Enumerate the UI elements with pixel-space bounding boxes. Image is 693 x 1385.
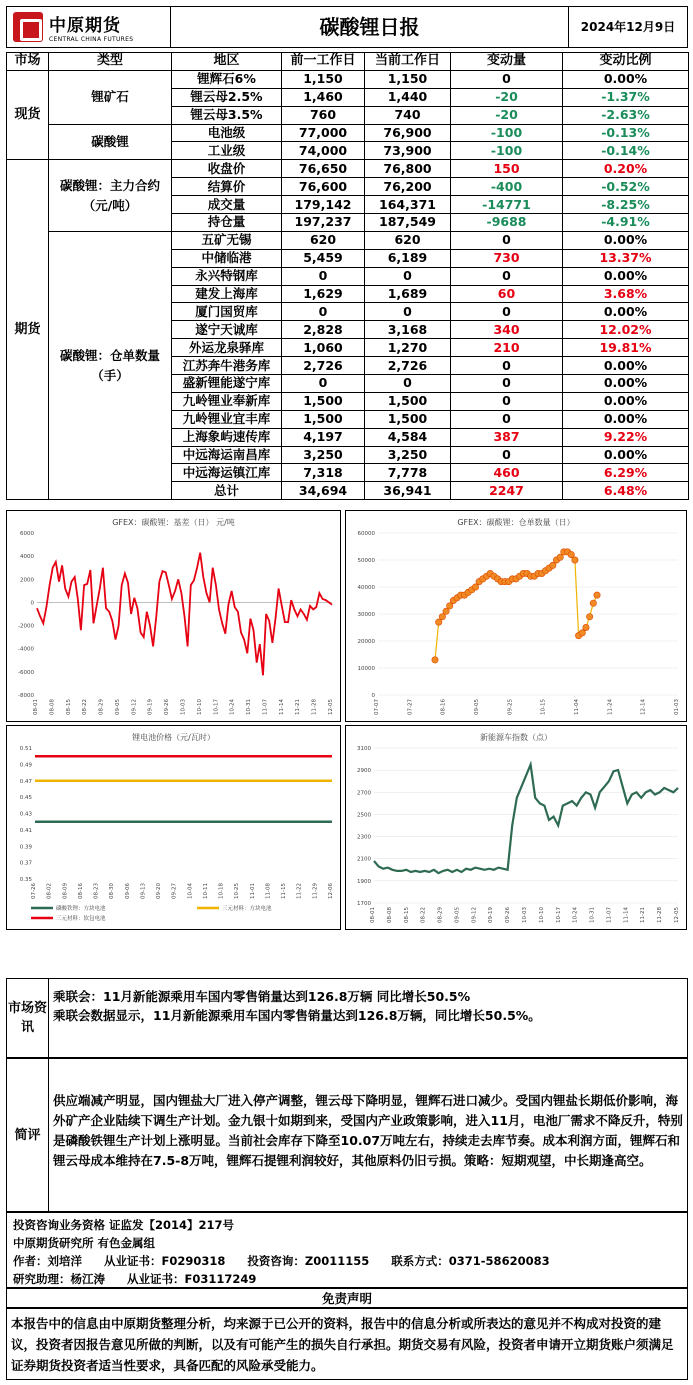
change-cell: 0 [451, 375, 563, 393]
x-tick-label: 10-10 [196, 699, 203, 715]
region-cell: 收盘价 [172, 160, 282, 178]
y-tick-label: 0.35 [19, 877, 32, 883]
change-pct-cell: 13.37% [563, 249, 689, 267]
curr-value-cell: 3,250 [365, 446, 451, 464]
x-tick-label: 08-15 [65, 699, 72, 715]
change-pct-cell: 0.00% [563, 231, 689, 249]
x-tick-label: 01-03 [674, 699, 680, 715]
region-cell: 盛新锂能遂宁库 [172, 375, 282, 393]
prev-value-cell: 76,650 [282, 160, 365, 178]
x-tick-label: 12-14 [640, 699, 647, 715]
chart-title: GFEX：碳酸锂：基差（日） 元/吨 [112, 518, 235, 527]
y-tick-label: -6000 [18, 669, 34, 676]
curr-value-cell: 7,778 [365, 464, 451, 482]
chart-title: 锂电池价格（元/瓦时） [132, 733, 215, 742]
legend-label: 三元材料：方块电池 [222, 906, 272, 912]
x-tick-label: 08-01 [33, 699, 39, 715]
price-table [6, 52, 689, 500]
logo-cn: 中原期货 [49, 16, 121, 36]
x-tick-label: 10-31 [246, 699, 253, 715]
data-point [432, 657, 438, 663]
x-tick-label: 08-16 [440, 699, 447, 715]
x-tick-label: 11-15 [281, 883, 288, 899]
y-tick-label: 1900 [357, 878, 371, 885]
battery-price-chart [6, 725, 341, 930]
change-pct-cell: 0.00% [563, 410, 689, 428]
author-cert: 从业证书：F0290318 [104, 1254, 226, 1268]
x-tick-label: 09-19 [488, 907, 495, 923]
change-cell: 210 [451, 339, 563, 357]
x-tick-label: 09-20 [156, 883, 163, 899]
region-cell: 五矿无锡 [172, 231, 282, 249]
region-cell: 总计 [172, 482, 282, 500]
x-tick-label: 08-15 [403, 907, 410, 923]
curr-value-cell: 6,189 [365, 249, 451, 267]
x-tick-label: 10-11 [202, 883, 209, 899]
x-tick-label: 10-03 [180, 699, 187, 715]
logo-en: CENTRAL CHINA FUTURES [49, 36, 134, 43]
x-tick-label: 12-06 [328, 883, 334, 899]
prev-value-cell: 77,000 [282, 124, 365, 142]
x-tick-label: 09-26 [164, 699, 171, 715]
curr-value-cell: 76,800 [365, 160, 451, 178]
col-header: 类型 [49, 53, 172, 71]
x-tick-label: 08-22 [82, 699, 89, 715]
change-cell: 730 [451, 249, 563, 267]
x-tick-label: 10-25 [234, 883, 241, 899]
warehouse-chart [345, 510, 687, 722]
col-header: 当前工作日 [365, 53, 451, 71]
y-tick-label: 0.37 [19, 860, 32, 867]
table-row [7, 124, 689, 142]
change-cell: 387 [451, 428, 563, 446]
type-ore: 锂矿石 [49, 70, 172, 124]
x-tick-label: 11-04 [574, 699, 580, 715]
region-cell: 江苏奔牛港务库 [172, 357, 282, 375]
data-point [583, 624, 589, 630]
curr-value-cell: 1,500 [365, 392, 451, 410]
x-tick-label: 10-17 [213, 699, 220, 715]
region-cell: 锂云母2.5% [172, 88, 282, 106]
market-info-line: 乘联会：11月新能源乘用车国内零售销量达到126.8万辆 同比增长50.5% [53, 989, 471, 1004]
chart-title: 新能源车指数（点） [480, 733, 552, 742]
prev-value-cell: 7,318 [282, 464, 365, 482]
region-cell: 中远海运南昌库 [172, 446, 282, 464]
author: 作者：刘培洋 [13, 1254, 82, 1268]
y-tick-label: 2500 [357, 812, 371, 819]
change-pct-cell: 12.02% [563, 321, 689, 339]
y-tick-label: 0.41 [19, 827, 32, 834]
prev-value-cell: 0 [282, 375, 365, 393]
change-pct-cell: -1.37% [563, 88, 689, 106]
x-tick-label: 08-08 [49, 699, 56, 715]
change-cell: 460 [451, 464, 563, 482]
author-footer [6, 1212, 688, 1288]
prev-value-cell: 1,150 [282, 70, 365, 88]
curr-value-cell: 76,900 [365, 124, 451, 142]
change-pct-cell: 0.00% [563, 392, 689, 410]
y-tick-label: 2100 [357, 856, 371, 863]
x-tick-label: 09-05 [474, 699, 480, 715]
x-tick-label: 08-02 [46, 883, 53, 899]
change-cell: 150 [451, 160, 563, 178]
table-header-row [7, 53, 689, 71]
change-cell: 2247 [451, 482, 563, 500]
y-tick-label: 2900 [357, 768, 371, 775]
change-cell: 0 [451, 357, 563, 375]
x-tick-label: 09-05 [114, 699, 121, 715]
x-tick-label: 08-09 [62, 883, 69, 899]
y-tick-label: -8000 [18, 693, 34, 699]
x-tick-label: 10-18 [218, 883, 225, 899]
x-tick-label: 11-07 [606, 907, 613, 923]
report-date: 2024年12月9日 [580, 20, 676, 34]
region-cell: 遂宁天诚库 [172, 321, 282, 339]
curr-value-cell: 0 [365, 267, 451, 285]
y-tick-label: 10000 [357, 666, 375, 672]
table-row [7, 160, 689, 178]
curr-value-cell: 1,150 [365, 70, 451, 88]
x-tick-label: 10-04 [187, 883, 194, 899]
y-tick-label: 2700 [357, 790, 371, 797]
x-tick-label: 12-05 [328, 699, 334, 715]
change-pct-cell: 0.00% [563, 446, 689, 464]
x-tick-label: 09-25 [507, 699, 514, 715]
prev-value-cell: 1,500 [282, 410, 365, 428]
region-cell: 中远海运镇江库 [172, 464, 282, 482]
y-tick-label: 0 [371, 693, 375, 699]
region-cell: 持仓量 [172, 214, 282, 232]
warehouse-series-line [435, 552, 597, 660]
region-cell: 九岭锂业宜丰库 [172, 410, 282, 428]
x-tick-label: 08-08 [386, 907, 393, 923]
prev-value-cell: 5,459 [282, 249, 365, 267]
disclaimer-text: 本报告中的信息由中原期货整理分析，均来源于已公开的资料，报告中的信息分析或所表达的意见并不构成对投资的建议，投资者因报告意见所做的判断，以及有可能产生的损失自行承担。期货交易有风险，投资者申请开立期货账户须满足证券期货投资者适当性要求，具备匹配的风险承受能力。 [6, 1308, 688, 1380]
x-tick-label: 09-06 [124, 883, 131, 899]
change-pct-cell: 3.68% [563, 285, 689, 303]
curr-value-cell: 1,440 [365, 88, 451, 106]
license-line: 投资咨询业务资格 证监发【2014】217号 [13, 1218, 235, 1232]
x-tick-label: 11-07 [262, 699, 269, 715]
prev-value-cell: 74,000 [282, 142, 365, 160]
x-tick-label: 08-29 [98, 699, 105, 715]
data-point [594, 592, 600, 598]
table-row [7, 231, 689, 249]
x-tick-label: 10-10 [538, 907, 545, 923]
assistant-cert: 从业证书：F03117249 [127, 1272, 257, 1286]
y-tick-label: 20000 [357, 639, 375, 645]
market-info-line: 乘联会数据显示，11月新能源乘用车国内零售销量达到126.8万辆，同比增长50.5%。 [53, 1008, 541, 1023]
x-tick-label: 10-15 [540, 699, 547, 715]
change-pct-cell: -0.52% [563, 178, 689, 196]
y-tick-label: 50000 [357, 558, 375, 564]
change-pct-cell: 0.00% [563, 303, 689, 321]
prev-value-cell: 2,726 [282, 357, 365, 375]
comment-section [6, 1058, 688, 1212]
x-tick-label: 11-22 [296, 883, 303, 899]
prev-value-cell: 2,828 [282, 321, 365, 339]
curr-value-cell: 36,941 [365, 482, 451, 500]
prev-value-cell: 1,060 [282, 339, 365, 357]
y-tick-label: 2300 [357, 834, 371, 841]
change-cell: 0 [451, 392, 563, 410]
x-tick-label: 11-01 [249, 883, 256, 899]
change-pct-cell: 0.00% [563, 267, 689, 285]
region-cell: 上海象屿速传库 [172, 428, 282, 446]
x-tick-label: 09-13 [140, 883, 147, 899]
change-pct-cell: 0.00% [563, 375, 689, 393]
y-tick-label: -2000 [18, 623, 34, 630]
x-tick-label: 10-24 [229, 699, 236, 715]
y-tick-label: 6000 [20, 531, 34, 537]
change-pct-cell: 6.29% [563, 464, 689, 482]
prev-value-cell: 760 [282, 106, 365, 124]
prev-value-cell: 197,237 [282, 214, 365, 232]
x-tick-label: 11-21 [295, 699, 302, 715]
change-cell: -9688 [451, 214, 563, 232]
y-tick-label: 0.51 [19, 746, 32, 752]
region-cell: 厦门国贸库 [172, 303, 282, 321]
y-tick-label: 1700 [357, 901, 371, 907]
y-tick-label: 60000 [357, 531, 375, 537]
y-tick-label: 4000 [20, 554, 34, 561]
y-tick-label: 40000 [357, 585, 375, 591]
x-tick-label: 10-31 [589, 907, 596, 923]
region-cell: 中储临港 [172, 249, 282, 267]
logo [7, 7, 171, 47]
x-tick-label: 10-17 [555, 907, 562, 923]
curr-value-cell: 3,168 [365, 321, 451, 339]
col-header: 变动比例 [563, 53, 689, 71]
change-cell: -20 [451, 106, 563, 124]
curr-value-cell: 0 [365, 303, 451, 321]
x-tick-label: 11-28 [657, 907, 664, 923]
comment-text: 供应端减产明显，国内锂盐大厂进入停产调整，锂云母下降明显，锂辉石进口减少。受国内锂盐长期低价影响，海外矿产企业陆续下调生产计划。金九银十如期到来，受国内产业政策影响，进入11月，电池厂需求不降反升，特别是磷酸铁锂生产计划上涨明显。当前社会库存下降至10.07万吨左右，持续走去库节奏。成本利润方面，锂辉石和锂云母成本维持在7.5-8万吨，锂辉石提锂利润较好，其他原料仍旧亏损。策略：短期观望，中长期逢高空。 [53, 1093, 683, 1168]
y-tick-label: 0.45 [19, 795, 32, 802]
x-tick-label: 08-16 [77, 883, 84, 899]
report-title: 碳酸锂日报 [171, 7, 569, 47]
prev-value-cell: 1,629 [282, 285, 365, 303]
type-lithium-carbonate: 碳酸锂 [49, 124, 172, 160]
x-tick-label: 09-12 [471, 907, 478, 923]
prev-value-cell: 0 [282, 303, 365, 321]
region-cell: 建发上海库 [172, 285, 282, 303]
institute-line: 中原期货研究所 有色金属组 [13, 1236, 156, 1250]
report-header [6, 6, 688, 48]
y-tick-label: 30000 [357, 612, 375, 618]
x-tick-label: 08-23 [93, 883, 100, 899]
prev-value-cell: 76,600 [282, 178, 365, 196]
x-tick-label: 11-28 [311, 699, 318, 715]
prev-value-cell: 4,197 [282, 428, 365, 446]
chart-title: GFEX：碳酸锂：仓单数量（日） [457, 518, 575, 527]
curr-value-cell: 187,549 [365, 214, 451, 232]
nev-index-chart [345, 725, 687, 930]
col-header: 前一工作日 [282, 53, 365, 71]
change-pct-cell: 6.48% [563, 482, 689, 500]
prev-value-cell: 179,142 [282, 196, 365, 214]
curr-value-cell: 1,270 [365, 339, 451, 357]
prev-value-cell: 620 [282, 231, 365, 249]
x-tick-label: 07-07 [374, 699, 380, 715]
col-header: 变动量 [451, 53, 563, 71]
change-cell: -400 [451, 178, 563, 196]
legend-label: 三元材料：软包电池 [56, 916, 106, 922]
col-header: 地区 [172, 53, 282, 71]
region-cell: 锂云母3.5% [172, 106, 282, 124]
x-tick-label: 08-22 [420, 907, 427, 923]
change-pct-cell: -0.14% [563, 142, 689, 160]
curr-value-cell: 164,371 [365, 196, 451, 214]
x-tick-label: 11-08 [265, 883, 272, 899]
x-tick-label: 07-27 [407, 699, 414, 715]
change-pct-cell: -4.91% [563, 214, 689, 232]
x-tick-label: 10-24 [572, 907, 579, 923]
x-tick-label: 09-05 [454, 907, 461, 923]
data-point [586, 614, 592, 620]
curr-value-cell: 1,500 [365, 410, 451, 428]
x-tick-label: 12-05 [674, 907, 680, 923]
x-tick-label: 10-03 [522, 907, 528, 923]
change-cell: 0 [451, 231, 563, 249]
change-cell: 340 [451, 321, 563, 339]
x-tick-label: 11-21 [640, 907, 647, 923]
y-tick-label: 0 [30, 600, 34, 607]
curr-value-cell: 2,726 [365, 357, 451, 375]
disclaimer-title: 免责声明 [6, 1288, 688, 1308]
type-main-contract: 碳酸锂：主力合约（元/吨） [49, 160, 172, 232]
y-tick-label: 0.39 [19, 844, 32, 851]
market-info-section [6, 978, 688, 1058]
x-tick-label: 08-30 [109, 883, 116, 899]
prev-value-cell: 34,694 [282, 482, 365, 500]
region-cell: 电池级 [172, 124, 282, 142]
change-pct-cell: 0.00% [563, 70, 689, 88]
change-pct-cell: 0.20% [563, 160, 689, 178]
contact: 联系方式：0371-58620083 [391, 1254, 550, 1268]
assistant: 研究助理：杨江涛 [13, 1272, 105, 1286]
curr-value-cell: 73,900 [365, 142, 451, 160]
region-cell: 工业级 [172, 142, 282, 160]
market-spot: 现货 [7, 70, 49, 159]
market-futures: 期货 [7, 160, 49, 500]
legend-label: 磷酸铁锂：方块电池 [56, 906, 106, 912]
curr-value-cell: 4,584 [365, 428, 451, 446]
change-pct-cell: 9.22% [563, 428, 689, 446]
nev-index-line [374, 765, 678, 874]
change-pct-cell: -0.13% [563, 124, 689, 142]
logo-mark-icon [13, 12, 43, 42]
curr-value-cell: 620 [365, 231, 451, 249]
change-pct-cell: -2.63% [563, 106, 689, 124]
change-cell: 0 [451, 446, 563, 464]
curr-value-cell: 0 [365, 375, 451, 393]
region-cell: 九岭锂业奉新库 [172, 392, 282, 410]
region-cell: 结算价 [172, 178, 282, 196]
x-tick-label: 11-14 [278, 699, 285, 715]
change-cell: 0 [451, 303, 563, 321]
x-tick-label: 08-01 [370, 907, 376, 923]
consult-cert: 投资咨询：Z0011155 [247, 1254, 370, 1268]
comment-label: 简评 [7, 1059, 49, 1211]
change-cell: 0 [451, 410, 563, 428]
x-tick-label: 11-14 [623, 907, 630, 923]
region-cell: 外运龙泉驿库 [172, 339, 282, 357]
x-tick-label: 07-26 [31, 883, 37, 899]
change-cell: 60 [451, 285, 563, 303]
curr-value-cell: 740 [365, 106, 451, 124]
prev-value-cell: 0 [282, 267, 365, 285]
change-cell: -100 [451, 124, 563, 142]
region-cell: 锂辉石6% [172, 70, 282, 88]
x-tick-label: 11-29 [312, 883, 319, 899]
curr-value-cell: 76,200 [365, 178, 451, 196]
y-tick-label: 0.43 [19, 811, 32, 818]
change-cell: 0 [451, 267, 563, 285]
basis-series-line [37, 553, 332, 676]
change-cell: -100 [451, 142, 563, 160]
x-tick-label: 11-24 [607, 699, 614, 715]
y-tick-label: -4000 [18, 646, 34, 653]
x-tick-label: 09-19 [147, 699, 154, 715]
y-tick-label: 0.49 [19, 762, 32, 769]
region-cell: 成交量 [172, 196, 282, 214]
x-tick-label: 09-26 [505, 907, 512, 923]
basis-chart [6, 510, 341, 722]
data-point [572, 557, 578, 563]
data-point [590, 600, 596, 606]
x-tick-label: 09-12 [131, 699, 138, 715]
prev-value-cell: 3,250 [282, 446, 365, 464]
y-tick-label: 0.47 [19, 778, 32, 785]
curr-value-cell: 1,689 [365, 285, 451, 303]
prev-value-cell: 1,500 [282, 392, 365, 410]
col-header: 市场 [7, 53, 49, 71]
market-info-label: 市场资讯 [7, 979, 49, 1057]
y-tick-label: 3100 [357, 746, 371, 752]
change-cell: -14771 [451, 196, 563, 214]
change-pct-cell: 0.00% [563, 357, 689, 375]
x-tick-label: 09-27 [171, 883, 178, 899]
change-cell: 0 [451, 70, 563, 88]
prev-value-cell: 1,460 [282, 88, 365, 106]
change-pct-cell: 19.81% [563, 339, 689, 357]
type-warehouse-receipts: 碳酸锂：仓单数量（手） [49, 231, 172, 499]
y-tick-label: 2000 [20, 577, 34, 584]
table-row [7, 70, 689, 88]
change-cell: -20 [451, 88, 563, 106]
region-cell: 永兴特钢库 [172, 267, 282, 285]
x-tick-label: 08-29 [437, 907, 444, 923]
change-pct-cell: -8.25% [563, 196, 689, 214]
